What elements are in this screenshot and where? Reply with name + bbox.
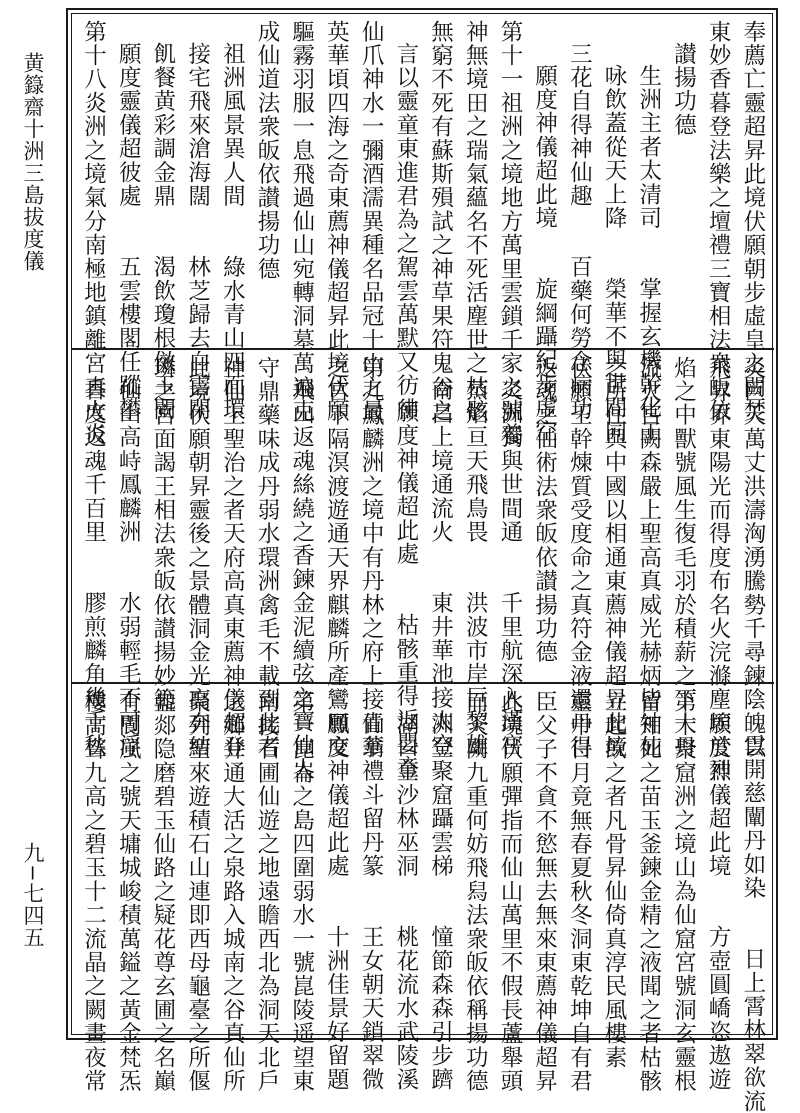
text-column: 之鄉井通大活之泉路入城南之谷真仙所 [219,690,246,1093]
text-column: 臣父子不貪不慾無去無來東薦神儀超昇 [531,690,558,1093]
text-column: 南昌上境通流火 東井華池接太空 [427,378,454,758]
text-column: 生洲主者太清司 掌握玄機幹化工 [635,64,662,444]
text-column: 雲開慈闡丹如染 日上霄林翠欲流 [739,734,766,1113]
text-column: 焰之中獸號風生復毛羽於積薪之下大丹 [670,356,697,759]
text-column: 立起飲之者凡骨昇仙倚真淳民風樓素 [601,690,628,1070]
text-column: 此境伏願朝昇靈後之景體洞金光高奔結 [184,356,211,759]
text-column: 湖口金沙林巫洞 桃花流水武陵溪 [392,712,419,1092]
text-column: 第十一祖洲之境地方萬里雲鎖千家之號養 [496,20,523,447]
text-column: 璘之宮面謁王相法衆皈依讃揚妙範 [149,356,176,712]
text-column: 第十聚窟洲之境山為仙窟宮號洞玄靈根 [670,690,697,1093]
text-column: 驅霧羽服一息飛過仙山宛轉洞墓萬遍克 [288,20,315,423]
text-column: 言以靈童東進君為之駕雲萬默又彷彿 [392,42,419,422]
text-column: 伏願王幹煉質受度命之真符金液還丹得 [566,356,593,759]
text-column: 英華頃四海之奇東薦神儀超昇此境伏願 [323,20,350,423]
text-column: 仙山高峙鳳麟洲 水弱輕毛不可浮 [115,378,142,758]
text-column: 蒸焰亘天飛鳥畏 洪波市岸巨黎雄 [462,378,489,758]
text-column: 第九鳳麟洲之境中有丹林之府上接青華 [358,356,385,759]
text-column: 東妙香暮登法樂之壇禮三寶相法衆皈依 [705,20,732,423]
text-column: 樓高聳九高之碧玉十二流晶之闕畫夜常 [80,690,107,1093]
text-column: 留知死之苗玉釜鍊金精之液聞之者枯骸 [635,690,662,1093]
text-column: 流火宮闕森嚴上聖高真威光赫炳皆神仙 [635,356,662,759]
running-title: 黄籙齋十洲三島拔度儀 [21,52,45,272]
text-column: 飛昇界東陽光而得度布名火浣滌塵埃於烈 [705,356,732,783]
text-column: 願度神儀超此處 枯骸重得返嬰童 [392,400,419,780]
text-column: 之宮下隔溟渡遊通天界麒麟所產鸞鳳交 [323,356,350,759]
page-frame [66,8,778,1113]
text-column: 盎郯隐磨碧玉仙路之疑花尊玄圃之名巔 [149,690,176,1093]
text-column: 無窮不死有蘇斯殞試之神草果符鬼谷之 [427,20,454,423]
text-column: 願度神儀超此境 方壺圓嶠恣遨遊 [705,712,732,1092]
text-column: 三花自得神仙趣 百藥何勞念病功 [566,42,593,422]
text-column: 成仙道法衆皈依讃揚功德 [254,20,281,281]
register-columns [80,356,766,783]
text-column: 此境伏願彈指而仙山萬里不假長蘆舉頭 [496,690,523,1093]
text-column: 神無境田之瑞氣蘊名不死活塵世之枯骸 [462,20,489,423]
text-column: 願度神儀超此處 十洲佳景好留題 [323,712,350,1092]
register-top [72,14,774,447]
page-number: 九−七四五 [21,842,45,949]
text-column: 聚列聖來遊積石山連即西母龜臺之所偃 [184,690,211,1093]
register-columns [80,20,766,447]
text-column: 奉薦亡靈超昇此境伏願朝步虛皇之闕焚 [739,20,766,423]
text-column: 而天闕九重何妨飛舄法衆皈依稱揚功德 [462,690,489,1093]
text-column: 炎洲獨與世間通 千里航深入漢宮 [496,378,523,758]
text-column: 南接石圃仙遊之地遠瞻西北為洞天北戶 [254,690,281,1093]
text-column: 神仙上聖治之者天府高真東薦神儀超登 [219,356,246,759]
text-column: 願度靈儀超彼處 五雲樓閣任蹤攀 [115,42,142,422]
register-columns [80,690,766,1113]
text-column: 飛山返魂絲繞之香鍊金泥續弦之寶仙人 [288,378,315,781]
text-column: 飢餐黄彩調金鼎 渴飲瓊根傚玉闕 [149,42,176,422]
register-bottom [72,682,774,1113]
text-column: 炎巨天萬丈洪濤洶湧騰勢千尋鍊陰魄以 [739,356,766,759]
text-column: 祖洲風景異人間 綠水青山四面環 [219,42,246,422]
text-column: 讃揚功德 [670,42,697,137]
text-column: 洲登聚窟躡雲梯 憧節森森引步躋 [427,712,454,1092]
register-middle [72,348,774,783]
text-column: 香度返魂千百里 膠煎麟角幾千秋 [80,378,107,758]
text-column: 守鼎藥味成丹弱水環洲禽毛不載到此者 [254,356,281,759]
text-column: 第十八炎洲之境氣分南極地鎮離宮真火炎 [80,20,107,447]
text-column: 接宅飛來滄海闊 林芝歸去白雲閑 [184,42,211,422]
text-column: 咏飲蓋從天上降 榮華不與世間同 [601,64,628,444]
text-column: 仙翁禮斗留丹篆 王女朝天鎖翠微 [358,712,385,1092]
text-column: 願度神儀超此境 旋綱躡紀步虛空 [531,64,558,444]
text-column: 靈中日月竟無春夏秋冬洞東乾坤自有君 [566,690,593,1093]
text-column: 之所住與中國以相通東薦神儀超昇此境 [601,356,628,759]
text-column: 仙爪神水一彌酒濡異種名品冠十山之最 [358,20,385,423]
text-column: 有閬風之號天墉城峻積萬鎰之黃金梵炁 [115,690,142,1093]
text-column: 第一崑崙之島四圍弱水一號崑陵遥望東 [288,690,315,1093]
text-column: 返魂之仙術法衆皈依讃揚功德 [531,356,558,665]
